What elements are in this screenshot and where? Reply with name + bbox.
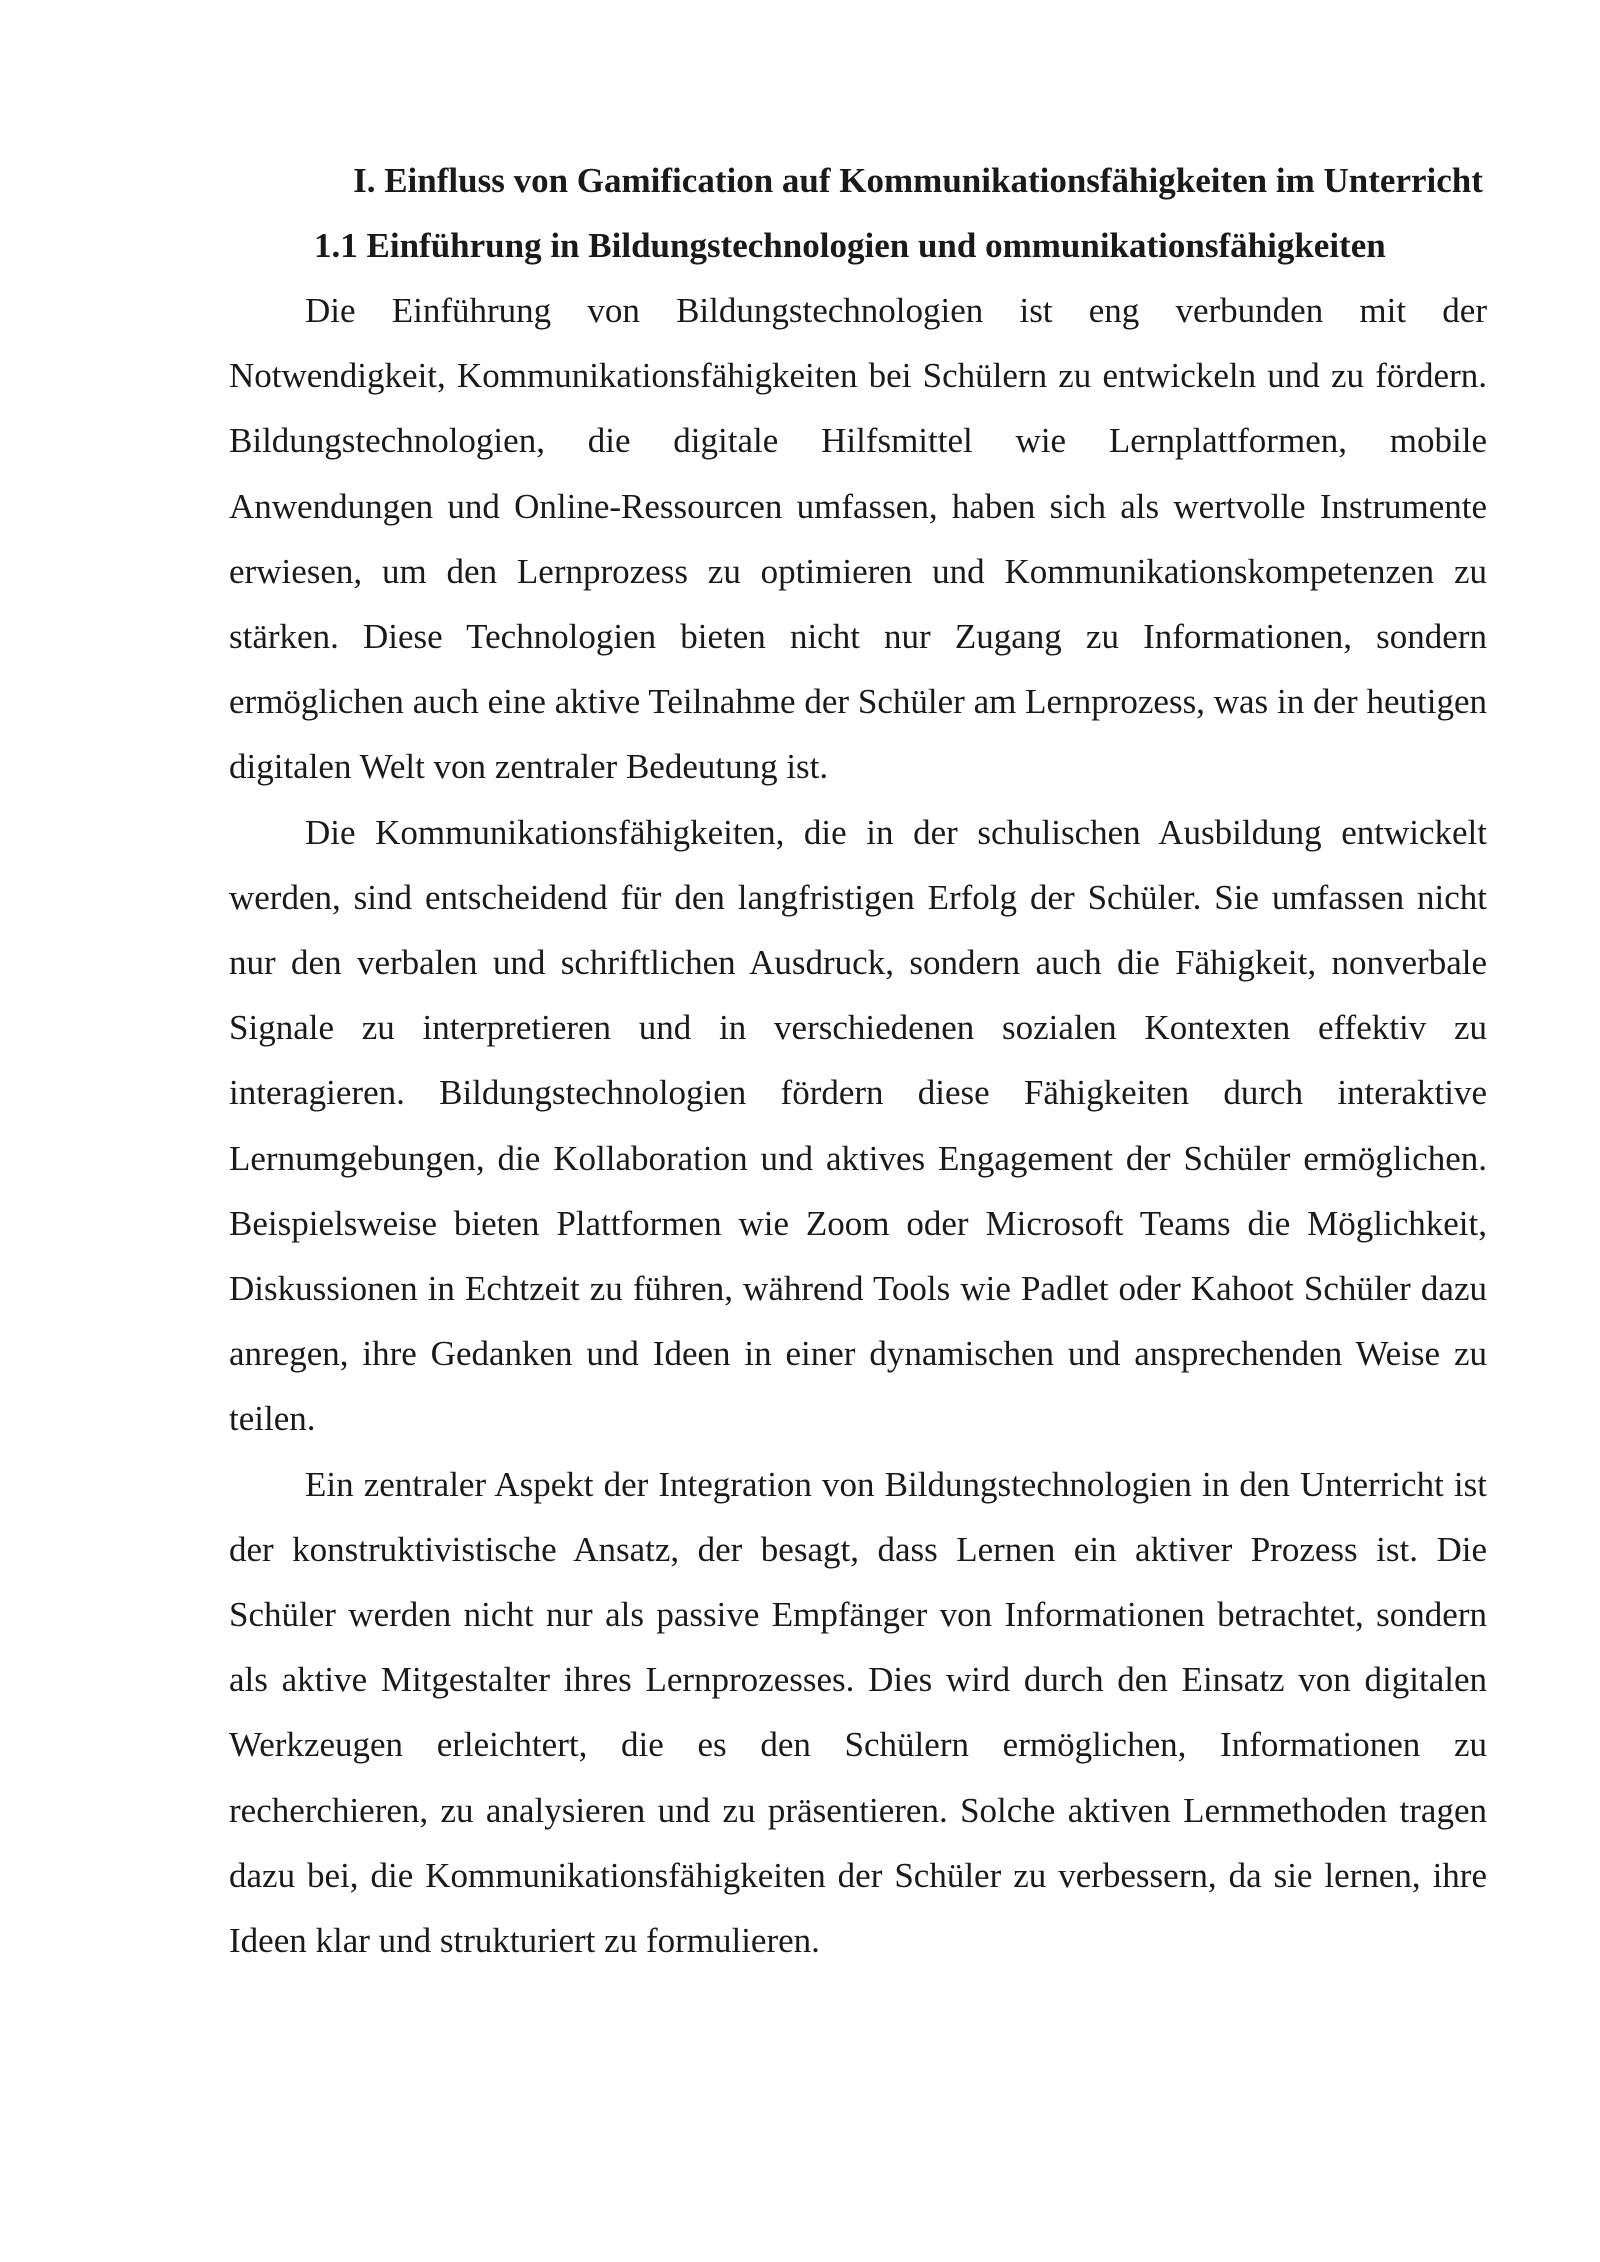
section-title: 1.1 Einführung in Bildungstechnologien und ommunikationsfähigkeiten (314, 226, 1386, 265)
document-page (229, 148, 1487, 1973)
chapter-title: I. Einfluss von Gamification auf Kommunikationsfähigkeiten im Unterricht (353, 161, 1483, 200)
paragraph-1: Die Einführung von Bildungstechnologien ist eng verbunden mit der Notwendigkeit, Kommunikationsfähigkeiten bei Schülern zu entwickeln und zu fördern. Bildungstechnologien, die digitale Hilfsmittel wie Lernplattformen, mobile Anwendungen und Online-Ressourcen umfassen, haben sich als wertvolle Instrumente erwiesen, um den Lernprozess zu optimieren und Kommunikationskompetenzen zu stärken. Diese Technologien bieten nicht nur Zugang zu Informationen, sondern ermöglichen auch eine aktive Teilnahme der Schüler am Lernprozess, was in der heutigen digitalen Welt von zentraler Bedeutung ist. (229, 291, 1487, 787)
paragraph-2: Die Kommunikationsfähigkeiten, die in der schulischen Ausbildung entwickelt werden, sind entscheidend für den langfristigen Erfolg der Schüler. Sie umfassen nicht nur den verbalen und schriftlichen Ausdruck, sondern auch die Fähigkeit, nonverbale Signale zu interpretieren und in verschiedenen sozialen Kontexten effektiv zu interagieren. Bildungstechnologien fördern diese Fähigkeiten durch interaktive Lernumgebungen, die Kollaboration und aktives Engagement der Schüler ermöglichen. Beispielsweise bieten Plattformen wie Zoom oder Microsoft Teams die Möglichkeit, Diskussionen in Echtzeit zu führen, während Tools wie Padlet oder Kahoot Schüler dazu anregen, ihre Gedanken und Ideen in einer dynamischen und ansprechenden Weise zu teilen. (229, 812, 1487, 1439)
paragraph-3: Ein zentraler Aspekt der Integration von Bildungstechnologien in den Unterricht ist der konstruktivistische Ansatz, der besagt, dass Lernen ein aktiver Prozess ist. Die Schüler werden nicht nur als passive Empfänger von Informationen betrachtet, sondern als aktive Mitgestalter ihres Lernprozesses. Dies wird durch den Einsatz von digitalen Werkzeugen erleichtert, die es den Schülern ermöglichen, Informationen zu recherchieren, zu analysieren und zu präsentieren. Solche aktiven Lernmethoden tragen dazu bei, die Kommunikationsfähigkeiten der Schüler zu verbessern, da sie lernen, ihre Ideen klar und strukturiert zu formulieren. (229, 1464, 1487, 1961)
